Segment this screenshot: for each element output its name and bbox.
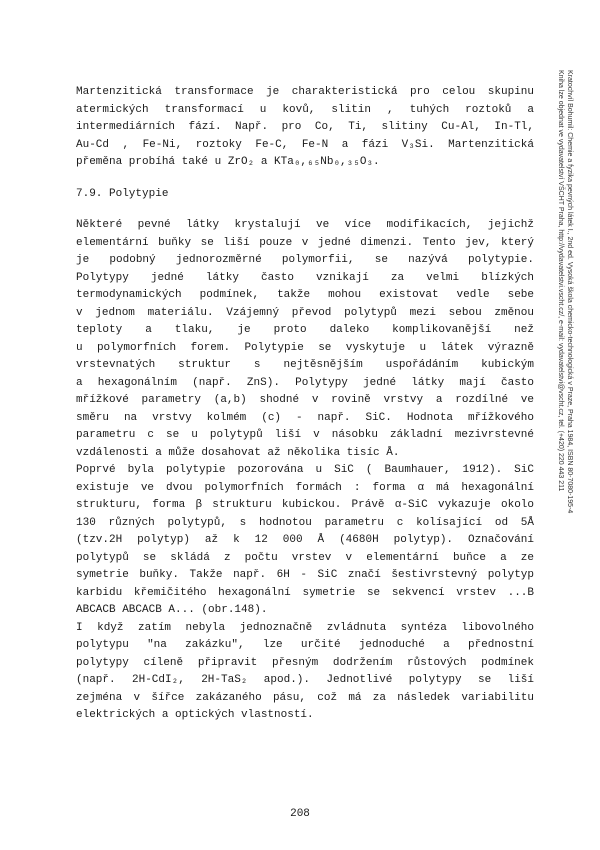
text-line: Martenzitická transformace je charakteristická pro celou skupinu [76, 86, 534, 98]
text-line: karbidu křemičitého hexagonální symetrie se sekvencí vrstev ...B [76, 586, 534, 599]
text-line: směru na vrstvy kolmém (c) - např. SiC. Hodnota mřížkového [76, 411, 534, 424]
text-line: ABCACB ABCACB A... (obr.148). [76, 604, 268, 616]
text-line: teploty a tlaku, je proto daleko komplikovanější než [76, 324, 534, 336]
text-line: intermediárních fází. Např. pro Co, Ti, slitiny Cu-Al, In-Tl, [76, 121, 534, 133]
text-line: vzdálenosti a může dosahovat až několika tisíc Å. [76, 446, 400, 459]
text-line: atermických transformací u kovů, slitin , tuhých roztoků a [76, 103, 534, 116]
text-line: je podobný jednorozměrné polymorfii, se nazývá polytypie. [76, 254, 534, 266]
text-line: polytypů se skládá z počtu vrstev v elementární buňce a ze [76, 551, 534, 564]
page-number: 208 [290, 808, 310, 820]
text-line: I když zatím nebyla jednoznačně zvládnuta syntéza libovolného [76, 621, 534, 634]
text-line: přeměna probíhá také u ZrO₂ a KTa₀,₆₅Nb₀,₃₅O₃. [76, 156, 380, 168]
text-line: u polymorfních forem. Polytypie se vyskytuje u látek výrazně [76, 341, 534, 354]
text-line: vrstevnatých struktur s nejtěsnějším uspořádáním kubickým [76, 359, 534, 371]
text-line: parametru c se u polytypů liší v násobku základní mezivrstevné [76, 429, 534, 441]
text-line: v jednom materiálu. Vzájemný převod polytypů mezi sebou změnou [76, 306, 534, 319]
text-line: Poprvé byla polytypie pozorována u SiC ( Baumhauer, 1912). SiC [76, 464, 534, 476]
page-content [76, 84, 534, 725]
text-line: elektrických a optických vlastností. [76, 709, 314, 721]
intro-paragraph [76, 84, 534, 172]
section-heading: 7.9. Polytypie [76, 187, 169, 200]
text-line: (např. 2H-CdI₂, 2H-TaS₂ apod.). Jednotlivé polytypy se liší [76, 674, 534, 686]
text-line: 130 různých polytypů, s hodnotou parametru c kolísající od 5Å [76, 516, 534, 529]
text-line: polytypy cíleně připravit přesným dodržením růstových podmínek [76, 656, 534, 669]
text-line: Některé pevné látky krystalují ve více modifikacích, jejichž [76, 219, 534, 231]
text-line: (tzv.2H polytyp) až k 12 000 Å (4680H polytyp). Označování [76, 534, 534, 546]
text-line: existuje ve dvou polymorfních formách : forma α má hexagonální [76, 481, 534, 494]
citation-side-note [556, 70, 574, 513]
text-line: elementární buňky se liší pouze v jedné dimenzi. Tento jev, který [76, 236, 534, 249]
paragraph-1 [76, 217, 534, 462]
text-line: symetrie buňky. Takže např. 6H - SiC značí šestivrstevný polytyp [76, 569, 534, 581]
text-line: mřížkové parametry (a,b) shodné v rovině vrstvy a rozdílné ve [76, 394, 534, 406]
paragraph-3 [76, 620, 534, 725]
text-line: Au-Cd , Fe-Ni, roztoky Fe-C, Fe-N a fázi V₃Si. Martenzitická [76, 138, 534, 151]
text-line: termodynamických podmínek, takže mohou existovat vedle sebe [76, 289, 534, 301]
text-line: Polytypy jedné látky často vznikají za velmi blízkých [76, 271, 534, 284]
text-line: zejména v šířce zakázaného pásu, což má za následek variabilitu [76, 691, 534, 704]
text-line: polytypu "na zakázku", lze určité jednoduché a přednostní [76, 639, 534, 651]
text-line: a hexagonálním (např. ZnS). Polytypy jedné látky mají často [76, 376, 534, 389]
text-line: strukturu, forma β strukturu kubickou. Právě α-SiC vykazuje okolo [76, 499, 534, 511]
ordering-line: Kniha lze objednat ve vydavatelství VŠCHT Praha, http://vydavatelstvi.vscht.cz/, e-mail: vydavatelstvi@vscht.cz, tel. (+420) 220 443 211 [557, 70, 564, 492]
citation-line: Kratochvíl Bohumil: Chemie a fyzika pevných látek I., 2nd ed. Vysoká škola chemicko-technologická v Praze, Praha 1984, ISBN 80-7080-195-4 [566, 70, 573, 514]
paragraph-2 [76, 462, 534, 620]
